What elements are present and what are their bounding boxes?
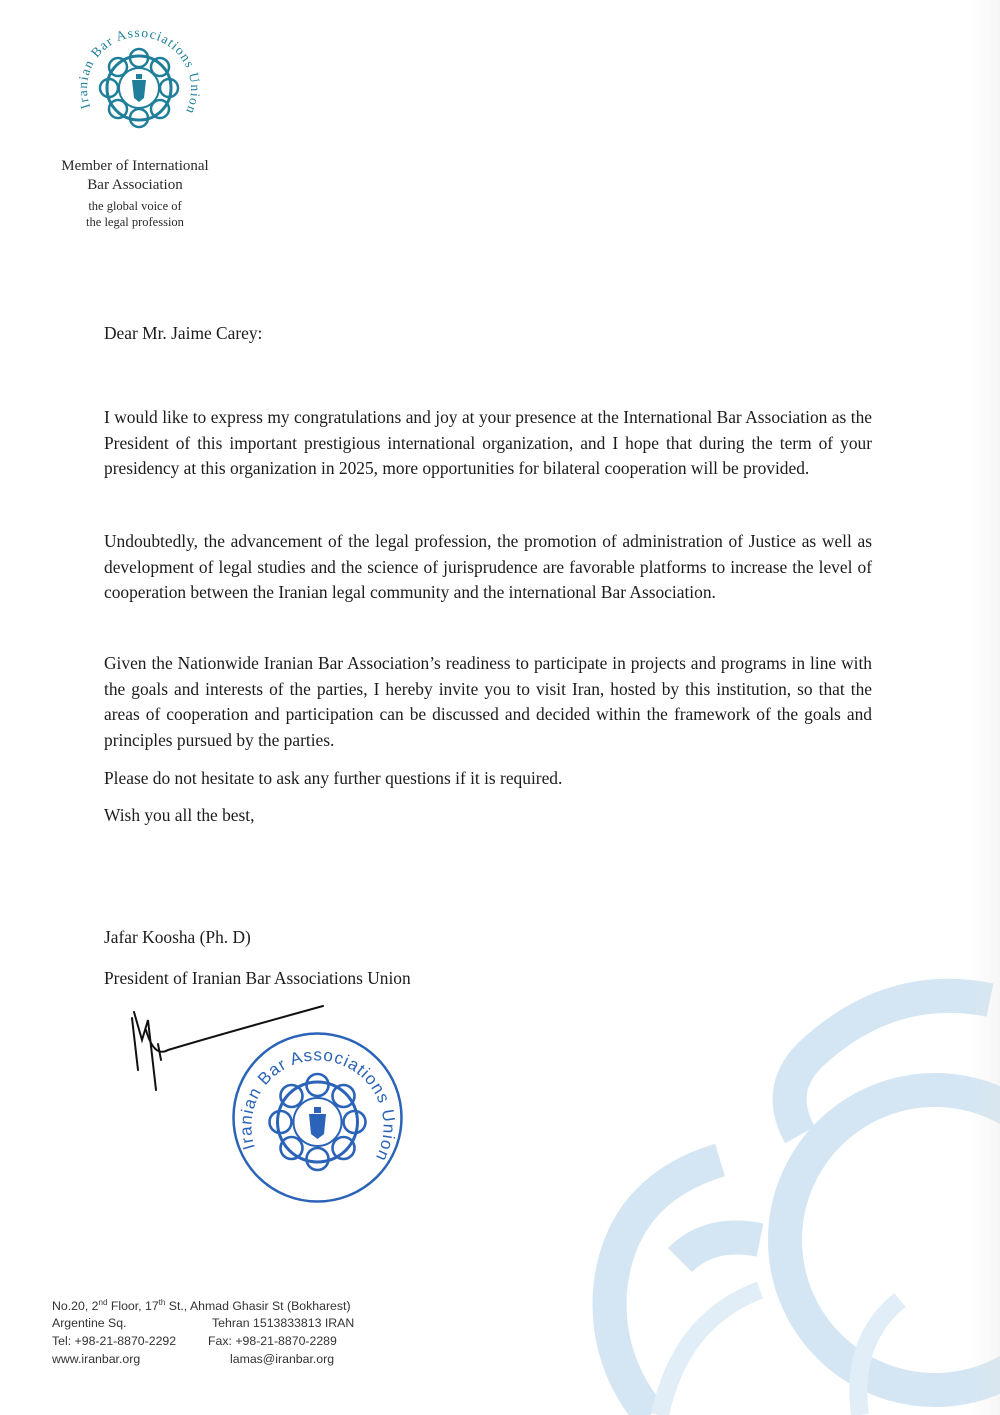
footer-address-line-2-left: Argentine Sq. <box>52 1316 127 1330</box>
member-line-1: Member of International <box>61 158 209 174</box>
address-superscript-1: nd <box>98 1298 108 1307</box>
stamp-arc-text: Iranian Bar Associations Union <box>236 1045 399 1165</box>
footer-address-line-2-right: Tehran 1513833813 IRAN <box>212 1316 355 1330</box>
address-part-b: Floor, 17 <box>107 1299 159 1314</box>
member-line-2: Bar Association <box>87 177 183 193</box>
tagline-line-2: the legal profession <box>86 215 184 229</box>
address-part-a: No.20, 2 <box>52 1299 99 1314</box>
letter-paragraph: Undoubtedly, the advancement of the legal profession, the promotion of administration of Justice as well as development of legal studies and the science of jurisprudence are favorable platforms to increase the level of cooperation between the Iranian legal community and the international Bar Association. <box>104 531 872 603</box>
letter-closing: Wish you all the best, <box>104 805 255 825</box>
footer-email-link[interactable]: lamas@iranbar.org <box>230 1352 335 1366</box>
bar-association-logo <box>74 20 204 150</box>
svg-text:Iranian Bar Associations Union <box>75 25 203 117</box>
signer-title: President of Iranian Bar Associations Union <box>104 968 411 988</box>
letter-paragraph: Given the Nationwide Iranian Bar Association’s readiness to participate in projects and programs in line with the goals and interests of the parties, I hereby invite you to visit Iran, hosted by this institution, so that the areas of cooperation and participation can be discussed and decided within the framework of the goals and principles pursued by the parties. <box>104 653 872 750</box>
letter-paragraph: Please do not hesitate to ask any further questions if it is required. <box>104 768 563 788</box>
signer-name: Jafar Koosha (Ph. D) <box>104 927 251 947</box>
address-superscript-2: th <box>158 1298 166 1307</box>
footer-website-link[interactable]: www.iranbar.org <box>52 1352 141 1366</box>
footer-fax: Fax: +98-21-8870-2289 <box>208 1334 337 1348</box>
logo-arc-text: Iranian Bar Associations Union <box>74 24 204 118</box>
footer-tel: Tel: +98-21-8870-2292 <box>52 1334 177 1348</box>
watermark-emblem <box>560 960 1000 1415</box>
letter-paragraph: I would like to express my congratulations and joy at your presence at the International Bar Association as the President of this important prestigious international organization, and I hope that during the term of your presidency at this organization in 2025, more opportunities for bilateral cooperation will be provided. <box>104 407 872 479</box>
tagline-line-1: the global voice of <box>88 199 182 213</box>
address-part-c: St., Ahmad Ghasir St (Bokharest) <box>165 1299 351 1314</box>
footer-address-line-1 <box>52 1298 351 1313</box>
official-stamp <box>230 1030 405 1205</box>
letter-greeting: Dear Mr. Jaime Carey: <box>104 323 263 343</box>
scan-edge-shading <box>968 0 1000 1415</box>
